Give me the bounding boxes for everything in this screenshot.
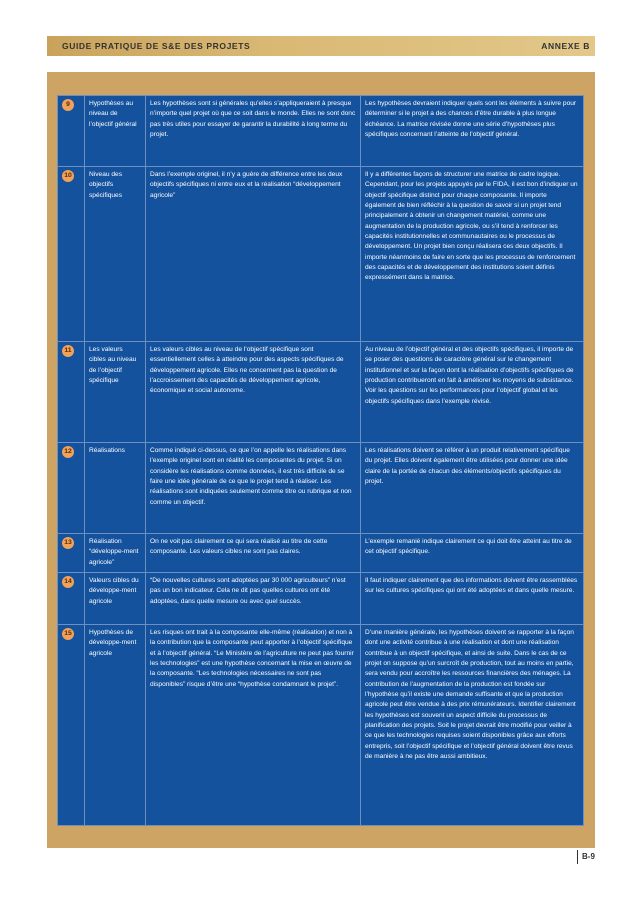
topic-cell: Valeurs cibles du développe-ment agricole bbox=[85, 573, 146, 625]
row-number-cell bbox=[58, 534, 85, 573]
table-row bbox=[58, 342, 584, 443]
topic-cell: Niveau des objectifs spécifiques bbox=[85, 167, 146, 342]
topic-cell: Les valeurs cibles au niveau de l’objectif spécifique bbox=[85, 342, 146, 443]
document-title: GUIDE PRATIQUE DE S&E DES PROJETS bbox=[62, 41, 251, 51]
original-comment-cell: Les valeurs cibles au niveau de l’objectif spécifique sont essentiellement celles à atteindre pour des aspects spécifiques de développement agricole. Elles ne concernent pas la question de l’accroissement des capacités de développement agricole, économique et social autonome. bbox=[146, 342, 361, 443]
row-number-cell bbox=[58, 167, 85, 342]
original-comment-cell: Dans l’exemple originel, il n’y a guère de différence entre les deux objectifs spécifiques ni entre eux et la réalisation “développement agricole” bbox=[146, 167, 361, 342]
table-row bbox=[58, 443, 584, 534]
topic-cell: Hypothèses au niveau de l’objectif général bbox=[85, 96, 146, 167]
table-row bbox=[58, 573, 584, 625]
revised-comment-cell: L’exemple remanié indique clairement ce qui doit être atteint au titre de cet objectif spécifique. bbox=[361, 534, 584, 573]
revised-comment-cell: Il faut indiquer clairement que des informations doivent être rassemblées sur les cultures spécifiques qui ont été adoptées et dans quelle mesure. bbox=[361, 573, 584, 625]
row-number-badge: 14 bbox=[62, 576, 74, 588]
row-number-cell bbox=[58, 573, 85, 625]
row-number-badge: 11 bbox=[62, 345, 74, 357]
problems-table bbox=[57, 95, 584, 826]
row-number-badge: 15 bbox=[62, 628, 74, 640]
original-comment-cell: Les hypothèses sont si générales qu’elles s’appliqueraient à presque n’importe quel projet où que ce soit dans le monde. Elles ne sont donc pas très utiles pour essayer de garantir la durabilité à long terme du projet. bbox=[146, 96, 361, 167]
topic-cell: Réalisation “développe-ment agricole” bbox=[85, 534, 146, 573]
row-number-badge: 10 bbox=[62, 170, 74, 182]
row-number-cell bbox=[58, 625, 85, 826]
row-number-cell bbox=[58, 342, 85, 443]
revised-comment-cell: Au niveau de l’objectif général et des objectifs spécifiques, il importe de se poser des questions de caractère général sur le changement institutionnel et sur la façon dont la réalisation d’objectifs spécifiques de production contribueront en fait à améliorer les moyens de subsistance. Voir les questions sur les performances pour l’objectif global et les objectifs spécifiques dans l’exemple révisé. bbox=[361, 342, 584, 443]
annex-label: ANNEXE B bbox=[541, 41, 590, 51]
original-comment-cell: Les risques ont trait à la composante elle-même (réalisation) et non à la contribution que la composante peut apporter à l’objectif spécifique et à l’objectif général. “Le Ministère de l’agriculture ne peut pas fournir les technologies” est une hypothèse concernant la mise en œuvre de la composante. “Les technologies nécessaires ne sont pas disponibles” risque d’être une “hypothèse condamnant le projet”. bbox=[146, 625, 361, 826]
topic-cell: Réalisations bbox=[85, 443, 146, 534]
page-number: B-9 bbox=[577, 850, 595, 864]
row-number-badge: 13 bbox=[62, 537, 74, 549]
original-comment-cell: Comme indiqué ci-dessus, ce que l’on appelle les réalisations dans l’exemple originel sont en réalité les composantes du projet. Si on considère les réalisations comme données, il est très difficile de se faire une idée générale de ce que le projet tend à réaliser. Les réalisations sont indiquées seulement comme titre ou rubrique et non comme un objectif. bbox=[146, 443, 361, 534]
table-row bbox=[58, 167, 584, 342]
revised-comment-cell: Les réalisations doivent se référer à un produit relativement spécifique du projet. Elles doivent également être utilisées pour donner une idée claire de la portée de chacun des éléments/objectifs spécifiques du projet. bbox=[361, 443, 584, 534]
original-comment-cell: “De nouvelles cultures sont adoptées par 30 000 agriculteurs” n’est pas un bon indicateur. Cela ne dit pas quelles cultures ont été adoptées, dans quelle mesure ou avec quel succès. bbox=[146, 573, 361, 625]
revised-comment-cell: Les hypothèses devraient indiquer quels sont les éléments à suivre pour déterminer si le projet a des chances d’être durable à plus longue échéance. La matrice révisée donne une série d’hypothèses plus spécifiques concernant l’atteinte de l’objectif général. bbox=[361, 96, 584, 167]
table-row bbox=[58, 534, 584, 573]
table-row bbox=[58, 96, 584, 167]
row-number-cell bbox=[58, 96, 85, 167]
table-row bbox=[58, 625, 584, 826]
row-number-badge: 12 bbox=[62, 446, 74, 458]
topic-cell: Hypothèses de développe-ment agricole bbox=[85, 625, 146, 826]
row-number-cell bbox=[58, 443, 85, 534]
original-comment-cell: On ne voit pas clairement ce qui sera réalisé au titre de cette composante. Les valeurs cibles ne sont pas claires. bbox=[146, 534, 361, 573]
row-number-badge: 9 bbox=[62, 99, 74, 111]
revised-comment-cell: D’une manière générale, les hypothèses doivent se rapporter à la façon dont une activité contribue à une réalisation et dont une réalisation contribue à un objectif spécifique, et ainsi de suite. Dans le cas de ce projet on suppose qu’un surcroît de production, tout au moins en partie, sera vendu pour accroître les ressources financières des ménages. La contribution de l’augmentation de la production est fondée sur l’hypothèse qu’il existe une demande suffisante et que la production agricole peut être vendue à des prix rémunérateurs. Identifier clairement les hypothèses est souvent un aspect difficile du processus de planification des projets. Soit le projet devrait être modifié pour veiller à ce que les technologies requises soient disponibles grâce aux efforts entrepris, soit l’objectif spécifique et l’objectif général doivent être revus de manière à ne pas être aussi ambitieux. bbox=[361, 625, 584, 826]
revised-comment-cell: Il y a différentes façons de structurer une matrice de cadre logique. Cependant, pour les projets appuyés par le FIDA, il est bon d’indiquer un objectif spécifique distinct pour chaque composante. Il importe également de bien réfléchir à la question de savoir si un projet tend principalement à obtenir un changement matériel, comme une augmentation de la production agricole, ou s’il tend à renforcer les capacités institutionnelles et communautaires ou le processus de développement. Un projet bien conçu réalisera ces deux objectifs. Il importe néanmoins de faire en sorte que les processus de renforcement des capacités et de développement des institutions soient définis expressément dans la matrice. bbox=[361, 167, 584, 342]
